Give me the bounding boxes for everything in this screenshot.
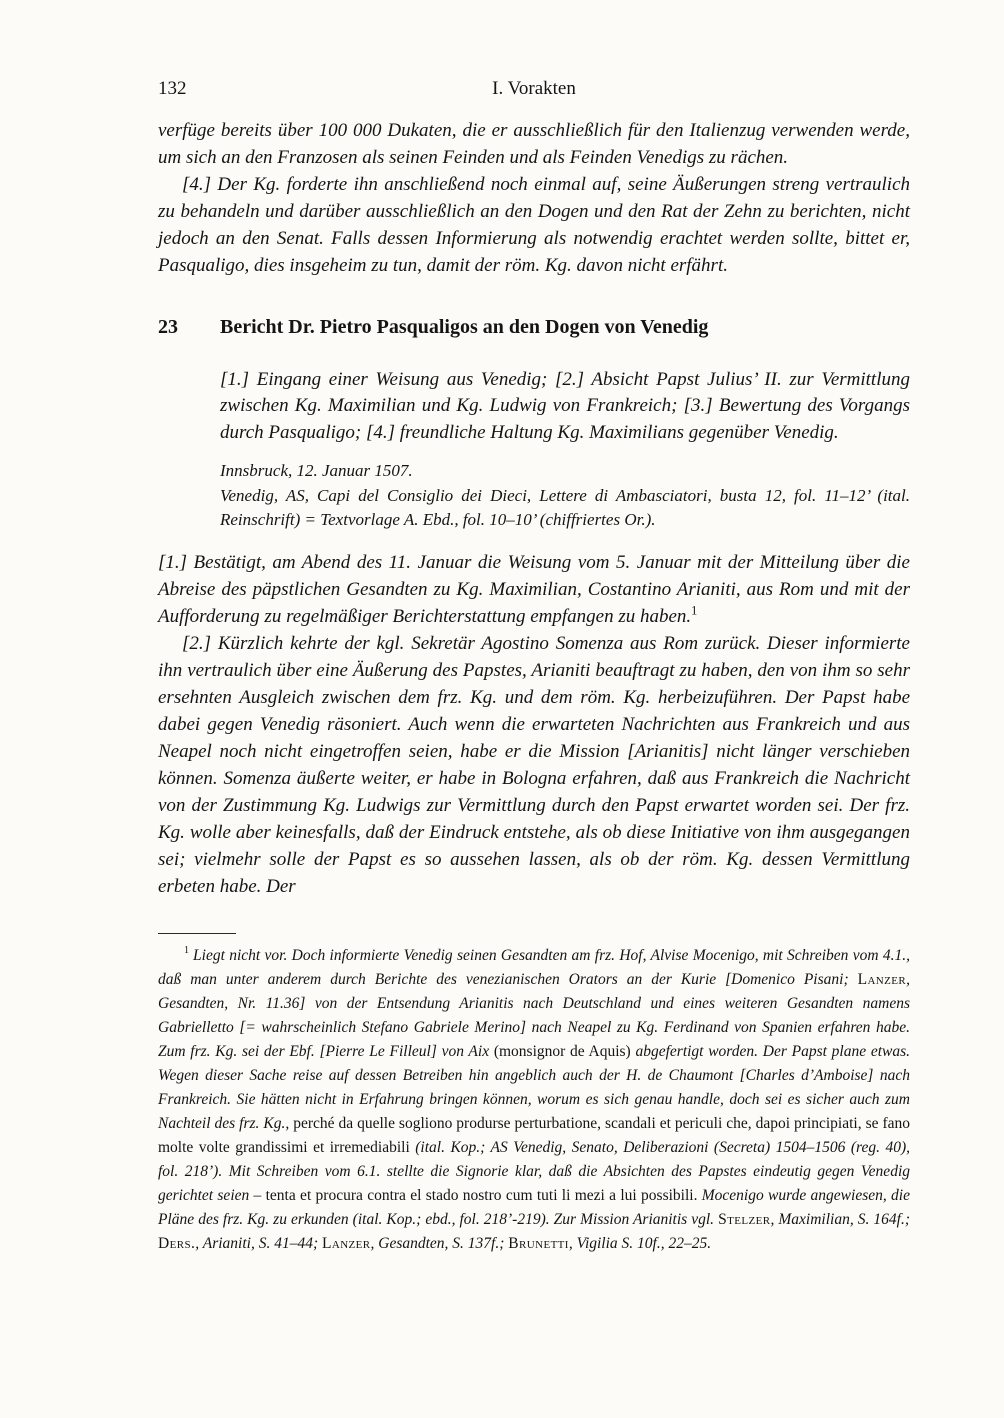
entry-heading — [158, 316, 910, 339]
footnote-segment: (ital. Kop.; AS Venedig, Senato, Deliberazioni (Secreta) 1504–1506 (reg. 40), fol. 218’). Mit Schreiben vom 6.1. stellte die Signorie klar, daß die Absichten des Papstes eindeutig gegen Venedig gerichtet seien – — [158, 1138, 910, 1204]
footnote-1 — [158, 944, 910, 1256]
text-block — [158, 0, 910, 1256]
paragraph-2: [2.] Kürzlich kehrte der kgl. Sekretär Agostino Somenza aus Rom zurück. Dieser informierte ihn vertraulich über eine Äußerung des Papstes, Arianiti beauftragt zu haben, den von ihm so sehr ersehnten Ausgleich zwischen dem frz. Kg. und dem röm. Kg. herbeizuführen. Der Papst habe dabei gegen Venedig räsoniert. Auch wenn die erwarteten Nachrichten aus Frankreich und aus Neapel noch nicht eingetroffen seien, habe er die Mission [Arianitis] nicht länger verschieben können. Somenza äußerte weiter, er habe in Bologna erfahren, daß aus Frankreich die Nachricht von der Zustimmung Kg. Ludwigs zur Vermittlung durch den Papst erwartet worden sei. Der frz. Kg. wolle aber keinesfalls, daß der Eindruck entstehe, als ob diese Initiative von ihm ausgegangen sei; vielmehr solle der Papst es so aussehen lassen, als ob der röm. Kg. dessen Vermittlung erbeten habe. Der — [158, 632, 910, 897]
paragraph-1 — [158, 550, 910, 631]
footnote-segment: (monsignor de Aquis) — [493, 1042, 636, 1060]
running-head: I. Vorakten — [492, 78, 576, 99]
entry-number: 23 — [158, 315, 178, 338]
paragraph-4: [4.] Der Kg. forderte ihn anschließend noch einmal auf, seine Äußerungen streng vertraulich zu behandeln und darüber ausschließlich an den Dogen und den Rat der Zehn zu berichten, nicht jedoch an den Senat. Falls dessen Informierung als notwendig erachtet werden sollte, bittet er, Pasqualigo, dies insgeheim zu tun, damit der röm. Kg. davon nicht erfährt. — [158, 173, 910, 276]
footnote-separator — [158, 933, 236, 934]
footnote-segment: , Gesandten, S. 137f.; — [370, 1234, 509, 1252]
footnote-segment: , Gesandten, Nr. 11.36] von der Entsendung Arianitis nach Deutschland und eines weiteren Gesandten namens Gabrielletto [= wahrscheinlich Stefano Gabriele Merino] nach Neapel zu Kg. Ferdinand von Spanien erfahren habe. Zum frz. Kg. sei der Ebf. [Pierre Le Filleul] von Aix — [158, 970, 910, 1060]
footnote-segment: perché da quelle sogliono produrse perturbatione, scandali et periculi che, dapoi principiati, se fano molte volte grandissimi et irremediabili — [158, 1114, 910, 1156]
footnote-segment: Brunetti — [508, 1234, 569, 1252]
footnote-segment: , Arianiti, S. 41–44; — [195, 1234, 322, 1252]
paragraph-continuation: verfüge bereits über 100 000 Dukaten, die er ausschließlich für den Italienzug verwenden werde, um sich an den Franzosen als seinen Feinden und als Feinden Venedigs zu rächen. — [158, 120, 910, 168]
footnote-segment: Lanzer — [321, 1234, 371, 1252]
footnote-segment: tenta et procura contra el stado nostro cum tuti li mezi a lui possibili. — [265, 1186, 702, 1204]
page-number: 132 — [158, 78, 187, 99]
footnote-ref-1: 1 — [691, 603, 698, 618]
footnote-segment: Mocenigo wurde angewiesen, die Pläne des frz. Kg. zu erkunden (ital. Kop.; ebd., fol. 218’-219). Zur Mission Arianitis vgl. — [158, 1186, 910, 1228]
footnote-text — [158, 947, 910, 1252]
footnote-segment: abgefertigt worden. Der Papst plane etwas. Wegen dieser Sache reise auf dessen Betreiben hin angeblich auch der H. de Chaumont [Charles d’Amboise] nach Frankreich. Sie hätten nicht in Erfahrung bringen können, worum es sich genau handle, doch sei es sicher auch zum Nachteil des frz. Kg., — [158, 1042, 910, 1132]
footnote-segment: Ders. — [158, 1234, 196, 1252]
paragraph-1-text: [1.] Bestätigt, am Abend des 11. Januar die Weisung vom 5. Januar mit der Mitteilung über die Abreise des päpstlichen Gesandten zu Kg. Maximilian, Costantino Arianiti, aus Rom und mit der Aufforderung zu regelmäßiger Berichterstattung empfangen zu haben. — [158, 551, 910, 627]
footnote-segment: Stelzer — [718, 1210, 771, 1228]
footnote-segment: Liegt nicht vor. Doch informierte Venedig seinen Gesandten am frz. Hof, Alvise Mocenigo, mit Schreiben vom 4.1., daß man unter anderem durch Berichte des venezianischen Orators an der Kurie [Domenico Pisani; — [158, 946, 910, 988]
entry-title: Bericht Dr. Pietro Pasqualigos an den Dogen von Venedig — [220, 315, 709, 338]
footnote-segment: , Vigilia S. 10f., 22–25. — [568, 1234, 712, 1252]
entry-source: Venedig, AS, Capi del Consiglio dei Dieci, Lettere di Ambasciatori, busta 12, fol. 11–12’ (ital. Reinschrift) = Textvorlage A. Ebd., fol. 10–10’ (chiffriertes Or.). — [220, 486, 910, 530]
entry-summary: [1.] Eingang einer Weisung aus Venedig; [2.] Absicht Papst Julius’ II. zur Vermittlung zwischen Kg. Maximilian und Kg. Ludwig von Frankreich; [3.] Bewertung des Vorgangs durch Pasqualigo; [4.] freundliche Haltung Kg. Maximilians gegenüber Venedig. — [220, 368, 910, 443]
footnote-segment: , Maximilian, S. 164f.; — [770, 1210, 910, 1228]
footnote-segment: Lanzer — [857, 970, 907, 988]
page-header — [158, 78, 910, 104]
entry-dateline: Innsbruck, 12. Januar 1507. — [220, 460, 413, 480]
footnote-marker: 1 — [184, 945, 190, 957]
